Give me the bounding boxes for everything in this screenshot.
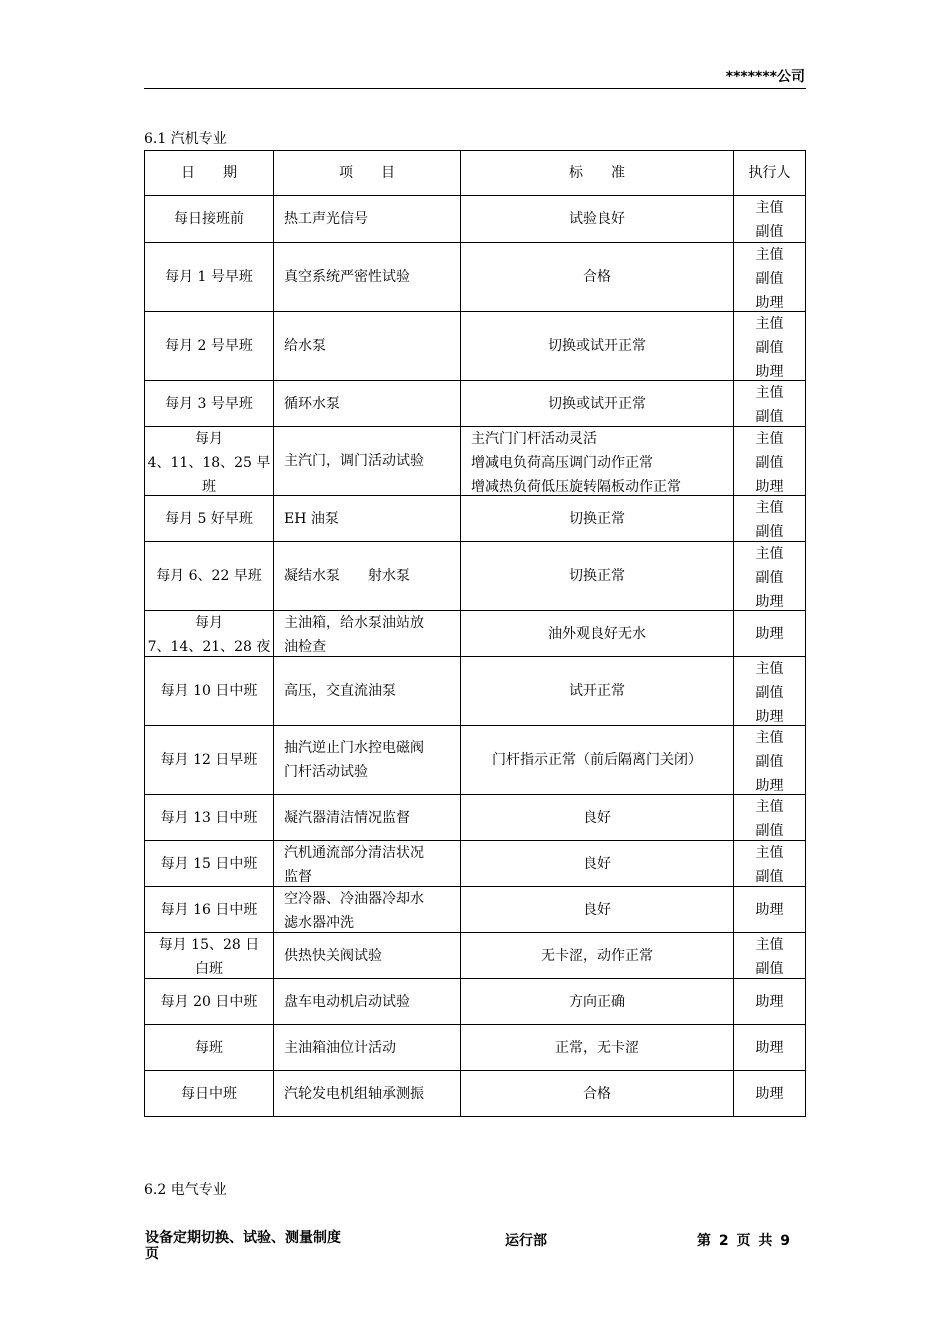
executor-cell-line: 主值 [755,937,784,953]
footer-doc-title-tail: 页 [145,1246,159,1262]
executor-cell [734,1025,806,1071]
standard-cell [461,657,734,726]
date-cell-line: 每月 15、28 日 [158,937,260,953]
item-cell-line: 滤水器冲洗 [284,915,354,931]
date-cell [145,933,274,979]
date-cell [145,611,274,657]
date-cell-line: 每月 [195,615,223,631]
executor-cell-line: 副值 [755,524,784,540]
executor-cell [734,1071,806,1117]
date-cell [145,841,274,887]
date-cell [145,496,274,542]
date-cell-line: 每月 3 号早班 [165,395,253,412]
standard-cell [461,427,734,496]
item-cell [274,795,461,841]
standard-cell-line: 门杆指示正常（前后隔离门关闭） [492,752,702,768]
executor-cell [734,427,806,496]
executor-cell-line: 副值 [755,340,784,356]
standard-cell-line: 合格 [583,269,611,285]
standard-cell [461,312,734,381]
footer-doc-title-text: 设备定期切换、试验、测量制度 [145,1230,341,1246]
item-cell-line: 汽机通流部分清洁状况 [284,845,424,861]
executor-cell-line: 助理 [755,364,784,380]
table-row [145,496,806,542]
date-cell-line: 7、14、21、28 夜 [147,639,271,655]
executor-cell-line: 主值 [755,799,784,815]
standard-cell [461,611,734,657]
standard-cell [461,196,734,243]
item-cell-line: 汽轮发电机组轴承测振 [284,1085,424,1102]
column-header-item: 项 目 [274,151,461,196]
executor-cell-line: 助理 [755,1085,784,1102]
standard-cell-line: 无卡涩，动作正常 [541,947,653,964]
standard-cell [461,887,734,933]
executor-cell [734,795,806,841]
item-cell [274,887,461,933]
date-cell-line: 白班 [195,961,223,977]
item-cell [274,979,461,1025]
item-cell [274,427,461,496]
date-cell-line: 4、11、18、25 早 [147,455,271,471]
executor-cell-line: 助理 [755,594,784,610]
date-cell-line: 每月 10 日中班 [160,683,258,699]
table-row [145,1071,806,1117]
executor-cell-line: 主值 [755,200,784,216]
item-cell [274,243,461,312]
date-cell [145,381,274,427]
footer-page-info: 第 2 页 共 9 [697,1233,790,1249]
standard-cell [461,496,734,542]
standard-cell [461,795,734,841]
executor-cell [734,196,806,243]
standard-cell [461,979,734,1025]
standard-cell [461,933,734,979]
standard-cell [461,726,734,795]
executor-cell-line: 副值 [755,570,784,586]
date-cell-line: 每月 1 号早班 [165,269,253,285]
item-cell [274,726,461,795]
table-row [145,657,806,726]
executor-cell-line: 副值 [755,271,784,287]
section-title-turbine: 6.1 汽机专业 [144,131,227,147]
standard-cell-line: 增减电负荷高压调门动作正常 [471,455,653,471]
item-cell-line: 门杆活动试验 [284,764,368,780]
date-cell [145,427,274,496]
table-row [145,979,806,1025]
date-cell [145,243,274,312]
executor-cell-line: 副值 [755,961,784,977]
footer-doc-title [145,1230,395,1262]
standard-cell-line: 切换正常 [569,510,625,527]
item-cell [274,841,461,887]
item-cell-line: 循环水泵 [284,395,340,412]
executor-cell [734,841,806,887]
table-row [145,312,806,381]
date-cell-line: 每月 12 日早班 [160,752,258,768]
standard-cell [461,381,734,427]
item-cell-line: 供热快关阀试验 [284,947,382,964]
executor-cell-line: 助理 [755,901,784,918]
table-row [145,841,806,887]
standard-cell-line: 合格 [583,1085,611,1102]
item-cell-line: 热工声光信号 [284,211,368,227]
column-header-executor: 执行人 [734,151,806,196]
executor-cell-line: 助理 [755,993,784,1010]
item-cell-line: 凝结水泵 射水泵 [284,568,410,584]
date-cell [145,887,274,933]
date-cell-line: 每日接班前 [174,211,244,227]
standard-cell-line: 切换或试开正常 [548,338,646,354]
executor-cell [734,542,806,611]
schedule-table [144,150,806,1117]
item-cell-line: 给水泵 [284,338,326,354]
executor-cell [734,611,806,657]
item-cell [274,496,461,542]
header-divider [144,88,806,89]
date-cell [145,1071,274,1117]
item-cell-line: 监督 [284,869,312,885]
column-header-date: 日 期 [145,151,274,196]
item-cell-line: 主汽门，调门活动试验 [284,453,424,469]
date-cell-line: 班 [202,479,216,495]
date-cell [145,657,274,726]
executor-cell-line: 助理 [755,625,784,642]
table-row [145,542,806,611]
item-cell-line: 空冷器、冷油器冷却水 [284,891,424,907]
executor-cell [734,312,806,381]
standard-cell-line: 切换正常 [569,568,625,584]
executor-cell [734,496,806,542]
item-cell [274,1071,461,1117]
executor-cell-line: 副值 [755,409,784,425]
standard-cell [461,1071,734,1117]
executor-cell-line: 副值 [755,224,784,240]
item-cell-line: 油检查 [284,639,326,655]
executor-cell-line: 主值 [755,546,784,562]
standard-cell-line: 良好 [583,901,611,918]
standard-cell-line: 方向正确 [569,993,625,1010]
standard-cell-line: 正常，无卡涩 [555,1039,639,1056]
table-row [145,887,806,933]
date-cell-line: 每月 5 好早班 [165,510,253,527]
executor-cell-line: 副值 [755,823,784,839]
item-cell-line: 盘车电动机启动试验 [284,993,410,1010]
footer-department: 运行部 [505,1233,547,1249]
executor-cell [734,243,806,312]
item-cell [274,381,461,427]
executor-cell-line: 副值 [755,869,784,885]
date-cell [145,1025,274,1071]
item-cell-line: 主油箱油位计活动 [284,1039,396,1056]
standard-cell-line: 试开正常 [569,683,625,699]
table-row [145,381,806,427]
date-cell-line: 每月 6、22 早班 [156,568,262,584]
date-cell [145,979,274,1025]
standard-cell-line: 切换或试开正常 [548,395,646,412]
date-cell-line: 每月 13 日中班 [160,809,258,826]
executor-cell-line: 助理 [755,295,784,311]
column-header-standard: 标 准 [461,151,734,196]
executor-cell [734,726,806,795]
standard-cell [461,542,734,611]
table-row [145,196,806,243]
executor-cell-line: 主值 [755,431,784,447]
executor-cell-line: 助理 [755,778,784,794]
standard-cell-line: 试验良好 [569,211,625,227]
date-cell [145,795,274,841]
date-cell [145,726,274,795]
standard-cell-line: 良好 [583,809,611,826]
standard-cell-line: 油外观良好无水 [548,625,646,642]
date-cell-line: 每月 [195,431,223,447]
section-title-electrical: 6.2 电气专业 [144,1182,227,1198]
table-row [145,726,806,795]
executor-cell [734,657,806,726]
standard-cell-line: 主汽门门杆活动灵活 [471,431,597,447]
item-cell [274,196,461,243]
executor-cell-line: 主值 [755,730,784,746]
item-cell [274,611,461,657]
item-cell-line: 高压，交直流油泵 [284,683,396,699]
table-row [145,1025,806,1071]
date-cell [145,196,274,243]
date-cell-line: 每日中班 [181,1085,237,1102]
item-cell [274,657,461,726]
table-row [145,243,806,312]
table-row [145,933,806,979]
item-cell-line: 抽汽逆止门水控电磁阀 [284,740,424,756]
item-cell-line: 真空系统严密性试验 [284,269,410,285]
table-row [145,611,806,657]
executor-cell-line: 主值 [755,500,784,516]
executor-cell [734,933,806,979]
executor-cell-line: 主值 [755,385,784,401]
date-cell [145,542,274,611]
standard-cell [461,1025,734,1071]
standard-cell-line: 增减热负荷低压旋转隔板动作正常 [471,479,681,495]
executor-cell-line: 主值 [755,247,784,263]
item-cell [274,1025,461,1071]
standard-cell [461,841,734,887]
executor-cell-line: 助理 [755,1039,784,1056]
standard-cell [461,243,734,312]
company-header: *******公司 [725,69,805,85]
table-header-row [145,151,806,196]
executor-cell-line: 助理 [755,479,784,495]
table-row [145,795,806,841]
executor-cell-line: 副值 [755,754,784,770]
table-row [145,427,806,496]
date-cell-line: 每月 2 号早班 [165,338,253,354]
date-cell [145,312,274,381]
executor-cell-line: 副值 [755,685,784,701]
date-cell-line: 每月 15 日中班 [160,855,258,872]
date-cell-line: 每月 20 日中班 [160,993,258,1010]
executor-cell-line: 助理 [755,709,784,725]
executor-cell-line: 主值 [755,316,784,332]
item-cell-line: 主油箱，给水泵油站放 [284,615,424,631]
item-cell-line: 凝汽器清洁情况监督 [284,809,410,826]
executor-cell-line: 主值 [755,845,784,861]
item-cell [274,933,461,979]
executor-cell-line: 主值 [755,661,784,677]
executor-cell-line: 副值 [755,455,784,471]
executor-cell [734,887,806,933]
executor-cell [734,381,806,427]
date-cell-line: 每月 16 日中班 [160,901,258,918]
item-cell [274,312,461,381]
date-cell-line: 每班 [195,1039,223,1056]
item-cell-line: EH 油泵 [284,510,339,527]
item-cell [274,542,461,611]
standard-cell-line: 良好 [583,855,611,872]
executor-cell [734,979,806,1025]
